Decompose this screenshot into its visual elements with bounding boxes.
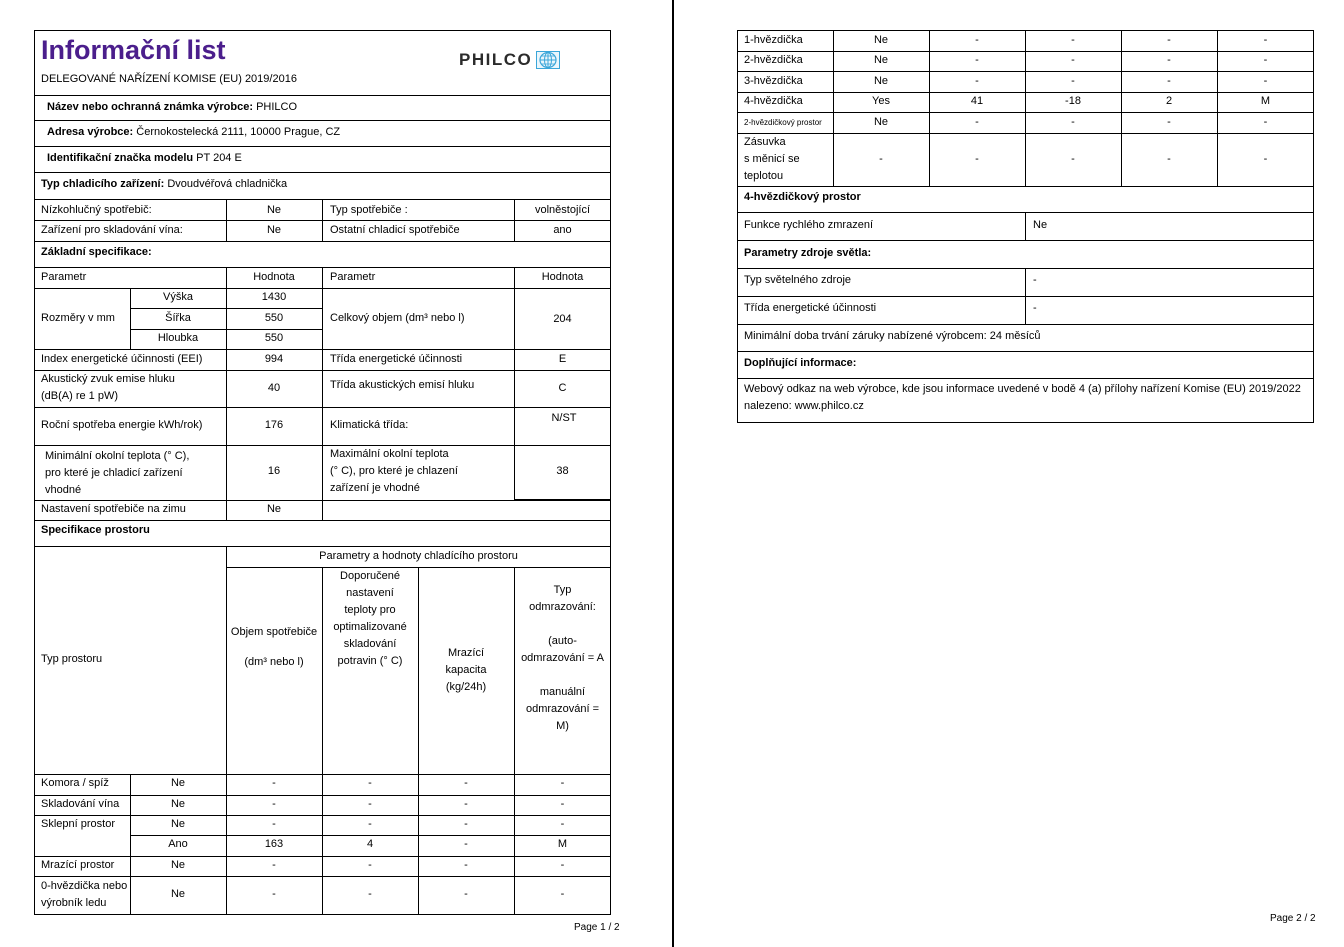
max-temp-2: (° C), pro které je chlazení [330, 465, 458, 477]
row-temperature: - [368, 777, 372, 789]
low-noise-value: Ne [266, 204, 282, 216]
vol-header-1: Objem spotřebiče [230, 626, 318, 638]
row-freeze-capacity: - [464, 777, 468, 789]
col-value-2: Hodnota [541, 271, 584, 283]
row-volume: 41 [970, 95, 984, 107]
row-volume: - [272, 859, 276, 871]
defrost-header-line: odmrazování = [525, 703, 600, 715]
noise-class-label: Třída akustických emisí hluku [330, 379, 475, 391]
model-label: Identifikační značka modelu [47, 152, 194, 164]
temp-header-line: teploty pro [344, 604, 396, 616]
row-defrost: - [1263, 54, 1268, 66]
row-freeze-capacity: - [1167, 54, 1171, 66]
row-temperature: - [368, 859, 372, 871]
row-freeze-capacity: - [464, 818, 468, 830]
defrost-header-line: manuální [539, 686, 586, 698]
annual-label: Roční spotřeba energie kWh/rok) [41, 419, 203, 431]
row-temperature: -18 [1065, 95, 1081, 107]
row-name: Mrazící prostor [41, 859, 115, 871]
page-divider [672, 0, 674, 947]
row-defrost: - [560, 859, 565, 871]
last-row-freeze: - [464, 888, 468, 900]
depth-value: 550 [264, 332, 284, 344]
noise-label-1: Akustický zvuk emise hluku [41, 373, 175, 385]
page-2 [676, 0, 1344, 947]
noise-value: 40 [267, 382, 281, 394]
wine-label: Zařízení pro skladování vína: [41, 224, 183, 236]
last-row-present: Ne [170, 888, 186, 900]
type-label: Typ chladicího zařízení: [41, 178, 165, 190]
row-defrost: - [1263, 34, 1268, 46]
row-freeze-capacity: - [1167, 75, 1171, 87]
comp-type-label: Typ prostoru [41, 653, 103, 665]
row-present: Ne [170, 818, 186, 830]
model-row [47, 150, 242, 167]
row-name: 3-hvězdička [744, 75, 803, 87]
light-class-label: Třída energetické účinnosti [744, 302, 877, 314]
page-number-2: Page 2 / 2 [1270, 913, 1316, 924]
philco-logo [459, 50, 560, 70]
row-present: Ne [170, 798, 186, 810]
row-defrost: - [1263, 116, 1268, 128]
row-volume: - [272, 818, 276, 830]
width-value: 550 [264, 312, 284, 324]
row-defrost: M [557, 838, 568, 850]
depth-label: Hloubka [157, 332, 199, 344]
energy-class-value: E [558, 353, 567, 365]
max-temp-1: Maximální okolní teplota [330, 448, 449, 460]
temp-header-line: optimalizované [333, 621, 407, 633]
extra-text-2: nalezeno: www.philco.cz [744, 400, 864, 412]
freeze-header-line: Mrazící [447, 647, 485, 659]
appliance-type-label: Typ spotřebiče : [330, 204, 408, 216]
row-freeze-capacity: - [464, 838, 468, 850]
temp-header-line: nastavení [346, 587, 394, 599]
defrost-header-line: M) [556, 720, 569, 732]
col-param-1: Parametr [41, 271, 87, 283]
type-row [41, 176, 287, 193]
row-defrost: - [560, 818, 565, 830]
row-freeze-capacity: - [464, 798, 468, 810]
last-row-defrost: - [560, 888, 565, 900]
row-name: 4-hvězdička [744, 95, 803, 107]
variable-row-name-1: Zásuvka [744, 136, 786, 148]
page-number-1: Page 1 / 2 [574, 922, 620, 933]
globe-icon [536, 51, 560, 69]
fast-freeze-value: Ne [1033, 219, 1048, 231]
row-volume: - [975, 75, 979, 87]
max-temp-value: 38 [556, 465, 569, 477]
appliance-type-value: volněstojící [534, 204, 591, 216]
temp-header-line: potravin (° C) [337, 655, 403, 667]
light-heading: Parametry zdroje světla: [744, 247, 872, 259]
min-temp-value: 16 [267, 465, 281, 477]
row-present: Ne [873, 75, 889, 87]
warranty-label: Minimální doba trvání záruky nabízené výrobcem: [744, 330, 987, 342]
params-heading: Parametry a hodnoty chladícího prostoru [319, 550, 518, 562]
light-class-value: - [1033, 302, 1037, 314]
dims-label: Rozměry v mm [41, 312, 115, 324]
row-temperature: - [368, 818, 372, 830]
defrost-header-line: (auto- [548, 635, 577, 647]
vol-header-2: (dm³ nebo l) [244, 656, 304, 668]
row-present: Ano [168, 838, 188, 850]
supplier-row [47, 99, 297, 116]
row-temperature: - [368, 798, 372, 810]
row-freeze-capacity: - [1167, 116, 1171, 128]
height-value: 1430 [261, 291, 287, 303]
noise-label-2: (dB(A) re 1 pW) [41, 390, 119, 402]
volume-value: 204 [553, 313, 572, 325]
col-value-1: Hodnota [253, 271, 295, 283]
row-defrost: - [560, 798, 565, 810]
row-volume: - [975, 34, 979, 46]
variable-row-temp: - [1071, 153, 1075, 165]
address-row [47, 124, 340, 141]
row-defrost: - [1263, 75, 1268, 87]
row-temperature: - [1071, 54, 1075, 66]
type-value: Dvoudvéřová chladnička [167, 178, 288, 190]
noise-class-value: C [558, 382, 567, 394]
min-temp-3: vhodné [45, 484, 82, 496]
width-label: Šířka [165, 312, 191, 324]
row-volume: - [272, 777, 276, 789]
last-row-temp: - [368, 888, 372, 900]
max-temp-3: zařízení je vhodné [330, 482, 420, 494]
row-defrost: M [1260, 95, 1271, 107]
winter-value: Ne [266, 503, 282, 515]
row-defrost: - [560, 777, 565, 789]
supplier-value: PHILCO [256, 101, 298, 113]
warranty-value: 24 měsíců [989, 330, 1041, 342]
row-name: Komora / spíž [41, 777, 109, 789]
height-label: Výška [163, 291, 193, 303]
row-present: Ne [170, 859, 186, 871]
row-present: Ne [873, 54, 889, 66]
min-temp-1: Minimální okolní teplota (° C), [45, 450, 190, 462]
supplier-label: Název nebo ochranná známka výrobce: [47, 101, 254, 113]
fast-freeze-label: Funkce rychlého zmrazení [744, 219, 873, 231]
last-row-name-1: 0-hvězdička nebo [41, 880, 128, 892]
row-present: Ne [873, 116, 889, 128]
address-label: Adresa výrobce: [47, 126, 134, 138]
row-present: Ne [873, 34, 889, 46]
row-volume: 163 [264, 838, 284, 850]
climate-value: N/ST [551, 412, 577, 424]
wine-value: Ne [266, 224, 282, 236]
last-row-name-2: výrobník ledu [41, 897, 107, 909]
eei-value: 994 [264, 353, 284, 365]
page-title: Informační list [41, 35, 226, 65]
min-temp-2: pro které je chladicí zařízení [45, 467, 183, 479]
row-present: Yes [872, 95, 890, 107]
climate-label: Klimatická třída: [330, 419, 409, 431]
basic-spec-heading: Základní specifikace: [41, 246, 152, 258]
model-value: PT 204 E [196, 152, 242, 164]
variable-row-name-3: teplotou [744, 170, 784, 182]
temp-header-line: Doporučené [340, 570, 400, 582]
temp-header-line: skladování [343, 638, 397, 650]
volume-label: Celkový objem (dm³ nebo l) [330, 312, 465, 324]
row-name: Sklepní prostor [41, 818, 115, 830]
extra-heading: Doplňující informace: [744, 357, 857, 369]
address-value: Černokostelecká 2111, 10000 Prague, CZ [136, 126, 341, 138]
light-type-label: Typ světelného zdroje [744, 274, 852, 286]
row-name: 2-hvězdičkový prostor [744, 118, 822, 127]
col-param-2: Parametr [330, 271, 376, 283]
row-name: Skladování vína [41, 798, 120, 810]
energy-class-label: Třída energetické účinnosti [330, 353, 463, 365]
freeze-header-line: kapacita [445, 664, 487, 676]
variable-row-name-2: s měnicí se [744, 153, 800, 165]
variable-row-freeze: - [1167, 153, 1171, 165]
regulation-text: DELEGOVANÉ NAŘÍZENÍ KOMISE (EU) 2019/2016 [41, 73, 297, 85]
row-volume: - [975, 54, 979, 66]
defrost-header-line: odmrazování: [529, 601, 596, 613]
variable-row-present: - [879, 153, 883, 165]
last-row-vol: - [272, 888, 276, 900]
low-noise-label: Nízkohlučný spotřebič: [41, 204, 152, 216]
row-volume: - [975, 116, 979, 128]
row-volume: - [272, 798, 276, 810]
warranty-row [744, 328, 1041, 345]
logo-text: PHILCO [459, 50, 533, 69]
row-present: Ne [170, 777, 186, 789]
four-star-heading: 4-hvězdičkový prostor [744, 191, 861, 203]
other-value: ano [553, 224, 572, 236]
freeze-header-line: (kg/24h) [445, 681, 487, 693]
light-type-value: - [1033, 274, 1037, 286]
variable-row-defrost: - [1263, 153, 1268, 165]
row-temperature: - [1071, 75, 1075, 87]
defrost-header-line: Typ [553, 584, 572, 596]
row-name: 1-hvězdička [744, 34, 803, 46]
row-freeze-capacity: - [1167, 34, 1171, 46]
row-name: 2-hvězdička [744, 54, 803, 66]
row-temperature: - [1071, 34, 1075, 46]
winter-label: Nastavení spotřebiče na zimu [41, 503, 186, 515]
other-label: Ostatní chladicí spotřebiče [330, 224, 460, 236]
row-temperature: 4 [366, 838, 374, 850]
variable-row-vol: - [975, 153, 979, 165]
defrost-header-line: odmrazování = A [521, 652, 604, 664]
row-freeze-capacity: - [464, 859, 468, 871]
row-temperature: - [1071, 116, 1075, 128]
extra-text-1: Webový odkaz na web výrobce, kde jsou informace uvedené v bodě 4 (a) přílohy nařízení Komise (EU) 2019/2022 [744, 383, 1301, 395]
row-freeze-capacity: 2 [1165, 95, 1173, 107]
annual-value: 176 [264, 419, 284, 431]
compartment-heading: Specifikace prostoru [41, 524, 150, 536]
eei-label: Index energetické účinnosti (EEI) [41, 353, 203, 365]
